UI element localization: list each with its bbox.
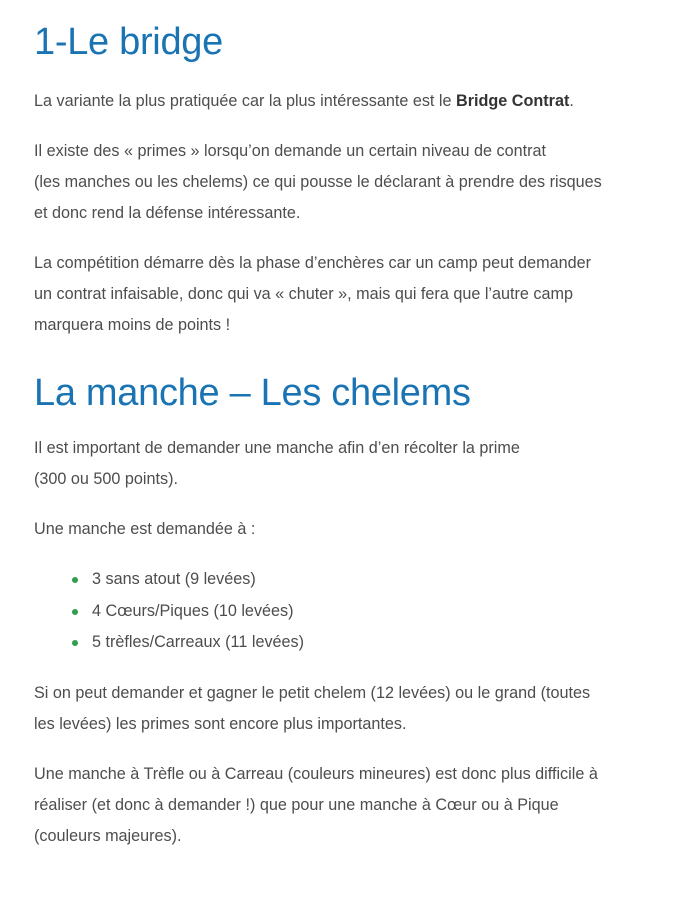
bullet-icon [72, 577, 78, 583]
list-item-text: 3 sans atout (9 levées) [92, 570, 256, 588]
chelem-line-1: Si on peut demander et gagner le petit chelem (12 levées) ou le grand (toutes [34, 683, 591, 702]
couleurs-line-3: (couleurs majeures). [34, 826, 182, 845]
list-item [72, 564, 666, 596]
bullet-icon [72, 640, 78, 646]
intro-period: . [569, 92, 574, 110]
paragraph-intro [34, 86, 666, 117]
paragraph-couleurs [34, 759, 666, 852]
section-title-bridge: 1-Le bridge [34, 21, 223, 63]
list-item-text: 5 trèfles/Carreaux (11 levées) [92, 633, 305, 651]
bullet-icon [72, 609, 78, 615]
intro-text: La variante la plus pratiquée car la plus intéressante est le [34, 92, 457, 110]
section-title-manche: La manche – Les chelems [34, 372, 471, 414]
bridge-contrat-bold: Bridge Contrat [456, 92, 570, 110]
list-item [72, 627, 666, 659]
manche-prime-line-2: (300 ou 500 points). [34, 470, 178, 488]
manche-prime-line-1: Il est important de demander une manche afin d’en récolter la prime [34, 439, 520, 457]
primes-line-3: et donc rend la défense intéressante. [34, 204, 301, 222]
primes-line-2: (les manches ou les chelems) ce qui pousse le déclarant à prendre des risques [34, 173, 602, 191]
paragraph-manche-prime [34, 433, 666, 495]
list-item [72, 596, 666, 628]
paragraph-primes [34, 136, 666, 229]
competition-line-1: La compétition démarre dès la phase d’enchères car un camp peut demander [34, 254, 591, 272]
paragraph-competition [34, 248, 666, 341]
competition-line-2: un contrat infaisable, donc qui va « chuter », mais qui fera que l’autre camp [34, 285, 573, 303]
paragraph-chelem [34, 678, 666, 740]
primes-line-1: Il existe des « primes » lorsqu’on demande un certain niveau de contrat [34, 142, 547, 160]
list-item-text: 4 Cœurs/Piques (10 levées) [92, 601, 294, 620]
competition-line-3: marquera moins de points ! [34, 316, 231, 334]
couleurs-line-2: réaliser (et donc à demander !) que pour une manche à Cœur ou à Pique [34, 795, 559, 814]
chelem-line-2: les levées) les primes sont encore plus importantes. [34, 714, 407, 733]
paragraph-manche-demandee: Une manche est demandée à : [34, 520, 256, 538]
couleurs-line-1: Une manche à Trèfle ou à Carreau (couleurs mineures) est donc plus difficile à [34, 764, 598, 783]
manche-list [34, 564, 666, 659]
